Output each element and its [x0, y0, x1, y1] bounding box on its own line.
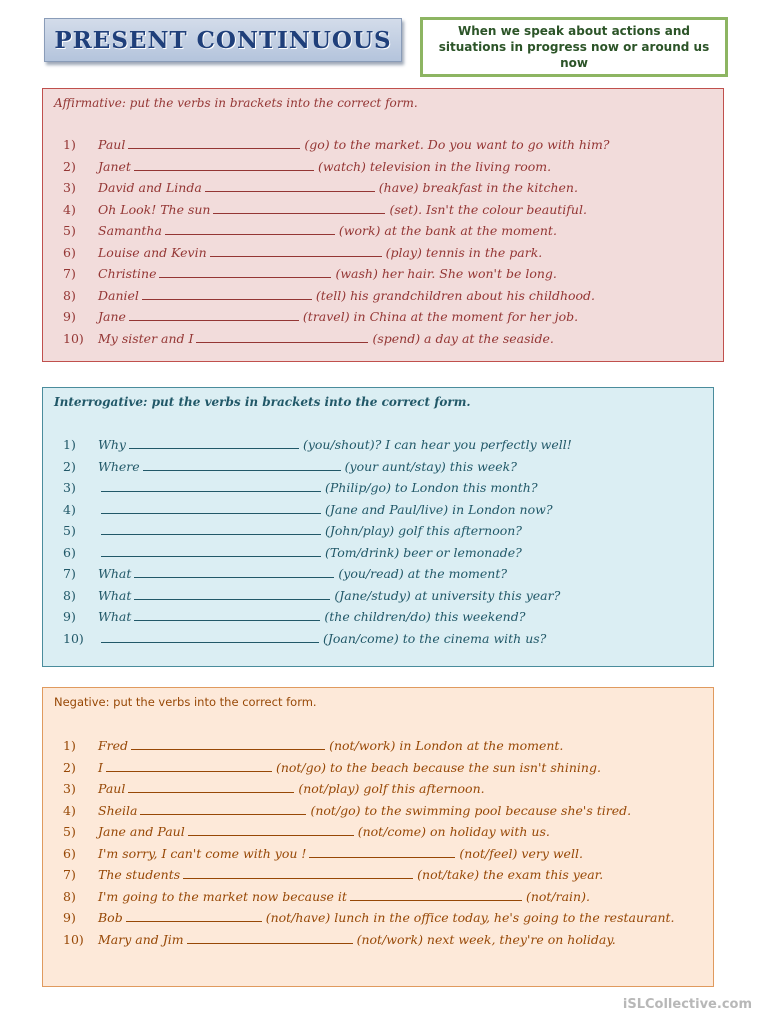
item-subject: Fred [98, 738, 129, 753]
answer-blank[interactable] [309, 847, 455, 858]
answer-blank[interactable] [196, 332, 368, 343]
exercise-item [43, 523, 713, 545]
item-verb-prompt: (not/take) the exam this year. [417, 867, 604, 882]
item-number: 4) [63, 802, 76, 818]
item-number: 9) [63, 609, 76, 624]
item-number: 9) [63, 309, 76, 324]
answer-blank[interactable] [128, 782, 294, 793]
item-verb-prompt: (Jane/study) at university this year? [334, 587, 561, 603]
exercise-item [43, 846, 713, 868]
item-subject: Mary and Jim [98, 931, 184, 947]
item-number: 9) [63, 910, 76, 925]
item-number: 10) [63, 931, 84, 947]
watermark: iSLCollective.com [622, 997, 752, 1012]
interrogative-items [43, 437, 713, 652]
answer-blank[interactable] [134, 610, 320, 621]
item-verb-prompt: (not/go) to the swimming pool because she's tired. [310, 802, 632, 818]
item-subject: Bob [98, 910, 123, 925]
item-number: 1) [63, 437, 76, 452]
item-verb-prompt: (travel) in China at the moment for her job. [302, 309, 579, 324]
exercise-item [43, 266, 723, 288]
item-verb-prompt: (tell) his grandchildren about his childhood. [315, 287, 596, 303]
item-subject: What [98, 587, 132, 603]
answer-blank[interactable] [205, 181, 375, 192]
exercise-item [43, 889, 713, 911]
answer-blank[interactable] [134, 589, 330, 600]
item-subject: I'm sorry, I can't come with you ! [98, 845, 307, 861]
exercise-item [43, 824, 713, 846]
item-verb-prompt: (Philip/go) to London this month? [325, 480, 538, 495]
item-subject: What [98, 609, 132, 624]
item-subject: Where [98, 458, 140, 474]
item-number: 1) [63, 137, 76, 152]
exercise-item [43, 480, 713, 502]
answer-blank[interactable] [101, 481, 321, 492]
item-verb-prompt: (work) at the bank at the moment. [338, 223, 557, 238]
answer-blank[interactable] [140, 804, 306, 815]
item-verb-prompt: (not/rain). [525, 888, 590, 904]
item-subject: Paul [98, 137, 126, 152]
exercise-item [43, 180, 723, 202]
exercise-item [43, 910, 713, 932]
exercise-item [43, 609, 713, 631]
item-verb-prompt: (you/shout)? I can hear you perfectly well! [302, 437, 572, 452]
item-verb-prompt: (play) tennis in the park. [385, 244, 543, 260]
answer-blank[interactable] [106, 761, 272, 772]
answer-blank[interactable] [159, 267, 331, 278]
item-subject: Jane and Paul [98, 824, 185, 839]
item-number: 8) [63, 888, 76, 904]
item-number: 6) [63, 845, 76, 861]
answer-blank[interactable] [210, 246, 382, 257]
exercise-item [43, 437, 713, 459]
item-subject: Oh Look! The sun [98, 201, 211, 217]
exercise-item [43, 588, 713, 610]
item-verb-prompt: (John/play) golf this afternoon? [325, 523, 523, 538]
item-subject: Paul [98, 781, 126, 796]
item-number: 3) [63, 781, 76, 796]
exercise-item [43, 545, 713, 567]
exercise-item [43, 223, 723, 245]
exercise-item [43, 502, 713, 524]
item-subject: Louise and Kevin [98, 244, 207, 260]
page-title: PRESENT CONTINUOUS [54, 26, 392, 54]
answer-blank[interactable] [101, 632, 319, 643]
item-subject: Daniel [98, 287, 139, 303]
affirmative-instruction: Affirmative: put the verbs in brackets into the correct form. [54, 96, 418, 110]
exercise-item [43, 331, 723, 353]
answer-blank[interactable] [101, 524, 321, 535]
item-number: 8) [63, 587, 76, 603]
item-number: 7) [63, 566, 76, 581]
item-verb-prompt: (not/work) next week, they're on holiday. [356, 931, 616, 947]
item-verb-prompt: (not/go) to the beach because the sun isn't shining. [275, 759, 601, 775]
answer-blank[interactable] [101, 546, 321, 557]
item-number: 10) [63, 630, 84, 646]
answer-blank[interactable] [143, 460, 341, 471]
item-number: 5) [63, 523, 76, 538]
item-number: 2) [63, 458, 76, 474]
item-number: 7) [63, 266, 76, 281]
item-subject: Janet [98, 158, 131, 174]
item-verb-prompt: (have) breakfast in the kitchen. [378, 180, 578, 195]
interrogative-exercise [42, 387, 714, 667]
item-subject: What [98, 566, 132, 581]
answer-blank[interactable] [187, 933, 353, 944]
item-verb-prompt: (go) to the market. Do you want to go with him? [304, 137, 610, 152]
item-number: 4) [63, 501, 76, 517]
item-subject: Christine [98, 266, 157, 281]
answer-blank[interactable] [183, 868, 413, 879]
item-number: 2) [63, 158, 76, 174]
affirmative-exercise [42, 88, 724, 362]
item-subject: David and Linda [98, 180, 202, 195]
answer-blank[interactable] [128, 138, 300, 149]
item-verb-prompt: (Tom/drink) beer or lemonade? [325, 544, 522, 560]
item-number: 5) [63, 824, 76, 839]
answer-blank[interactable] [131, 739, 325, 750]
item-verb-prompt: (watch) television in the living room. [317, 158, 552, 174]
answer-blank[interactable] [350, 890, 522, 901]
negative-instruction: Negative: put the verbs into the correct form. [54, 695, 317, 709]
exercise-item [43, 202, 723, 224]
item-verb-prompt: (set). Isn't the colour beautiful. [389, 201, 587, 217]
item-number: 4) [63, 201, 76, 217]
answer-blank[interactable] [142, 289, 312, 300]
exercise-item [43, 245, 723, 267]
item-number: 6) [63, 244, 76, 260]
exercise-item [43, 459, 713, 481]
item-number: 3) [63, 180, 76, 195]
item-subject: My sister and I [98, 330, 194, 346]
exercise-item [43, 867, 713, 889]
item-verb-prompt: (not/have) lunch in the office today, he's going to the restaurant. [265, 910, 675, 925]
item-verb-prompt: (the children/do) this weekend? [324, 609, 526, 624]
item-subject: Why [98, 437, 126, 452]
item-number: 6) [63, 544, 76, 560]
item-subject: The students [98, 867, 181, 882]
exercise-item [43, 566, 713, 588]
title-banner [44, 18, 402, 62]
negative-items [43, 738, 713, 953]
answer-blank[interactable] [126, 911, 262, 922]
item-number: 7) [63, 867, 76, 882]
exercise-item [43, 137, 723, 159]
item-verb-prompt: (you/read) at the moment? [338, 566, 508, 581]
item-verb-prompt: (not/work) in London at the moment. [329, 738, 564, 753]
exercise-item [43, 760, 713, 782]
item-verb-prompt: (not/feel) very well. [459, 845, 583, 861]
item-subject: Sheila [98, 802, 138, 818]
item-number: 3) [63, 480, 76, 495]
answer-blank[interactable] [129, 310, 299, 321]
answer-blank[interactable] [213, 203, 385, 214]
interrogative-instruction: Interrogative: put the verbs in brackets into the correct form. [54, 395, 471, 409]
answer-blank[interactable] [165, 224, 335, 235]
item-verb-prompt: (Jane and Paul/live) in London now? [325, 501, 553, 517]
item-verb-prompt: (wash) her hair. She won't be long. [335, 266, 557, 281]
exercise-item [43, 159, 723, 181]
negative-exercise [42, 687, 714, 987]
item-number: 5) [63, 223, 76, 238]
item-number: 2) [63, 759, 76, 775]
item-subject: Samantha [98, 223, 162, 238]
item-verb-prompt: (your aunt/stay) this week? [344, 458, 517, 474]
item-subject: I [98, 759, 103, 775]
item-verb-prompt: (not/come) on holiday with us. [357, 824, 550, 839]
exercise-item [43, 932, 713, 954]
answer-blank[interactable] [188, 825, 354, 836]
item-verb-prompt: (spend) a day at the seaside. [372, 330, 554, 346]
answer-blank[interactable] [134, 160, 314, 171]
definition-text: When we speak about actions and situations in progress now or around us now [438, 24, 710, 70]
answer-blank[interactable] [101, 503, 321, 514]
exercise-item [43, 803, 713, 825]
exercise-item [43, 738, 713, 760]
affirmative-items [43, 137, 723, 352]
exercise-item [43, 631, 713, 653]
definition-box [420, 17, 728, 77]
exercise-item [43, 781, 713, 803]
item-number: 10) [63, 330, 84, 346]
item-subject: Jane [98, 309, 126, 324]
item-verb-prompt: (Joan/come) to the cinema with us? [323, 630, 547, 646]
answer-blank[interactable] [134, 567, 334, 578]
exercise-item [43, 309, 723, 331]
item-number: 8) [63, 287, 76, 303]
item-number: 1) [63, 738, 76, 753]
answer-blank[interactable] [129, 438, 299, 449]
item-subject: I'm going to the market now because it [98, 888, 347, 904]
exercise-item [43, 288, 723, 310]
item-verb-prompt: (not/play) golf this afternoon. [298, 781, 485, 796]
